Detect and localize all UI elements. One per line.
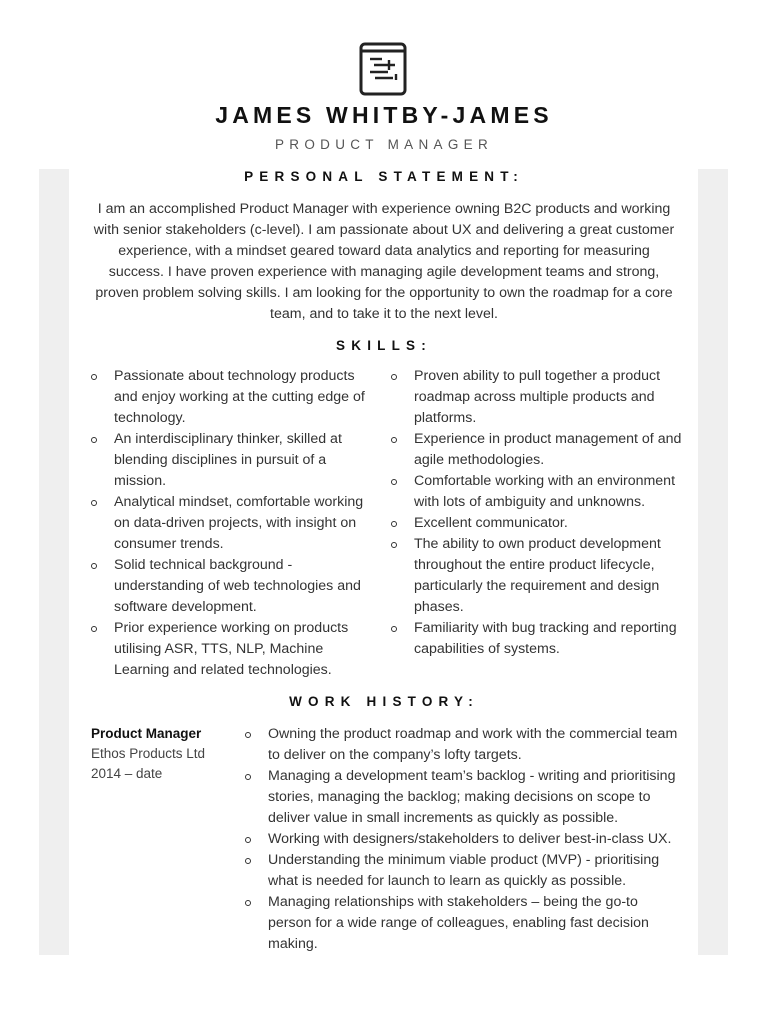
job-dates: 2014 – date	[91, 766, 163, 781]
document-list-icon	[359, 42, 407, 96]
bullet-circle-icon	[91, 374, 97, 380]
skill-item-text: Solid technical background - understanding of web technologies and software development.	[114, 557, 361, 615]
bullet-circle-icon	[245, 837, 251, 843]
bullet-circle-icon	[245, 900, 251, 906]
skill-item	[391, 366, 683, 429]
skill-item-text: The ability to own product development throughout the entire product lifecycle, particularly the requirement and design phases.	[414, 536, 661, 615]
skill-item	[91, 618, 381, 681]
bullet-circle-icon	[391, 479, 397, 485]
skill-item-text: Familiarity with bug tracking and reporting capabilities of systems.	[414, 620, 677, 657]
skill-item-text: Analytical mindset, comfortable working on data-driven projects, with insight on consumer trends.	[114, 494, 364, 552]
job-meta	[91, 724, 241, 784]
duty-item	[245, 892, 685, 955]
skill-item-text: Prior experience working on products utilising ASR, TTS, NLP, Machine Learning and related technologies.	[114, 620, 349, 678]
skill-item	[91, 429, 381, 492]
skill-item-text: Excellent communicator.	[414, 515, 568, 531]
bullet-circle-icon	[391, 437, 397, 443]
bullet-circle-icon	[91, 500, 97, 506]
personal-statement-heading: PERSONAL STATEMENT:	[244, 169, 524, 184]
skill-item-text: Proven ability to pull together a product roadmap across multiple products and platforms.	[414, 368, 661, 426]
skill-item	[91, 555, 381, 618]
candidate-role: PRODUCT MANAGER	[274, 137, 493, 152]
job-duties-list	[245, 724, 685, 955]
right-margin-bar	[698, 169, 728, 955]
duty-item-text: Managing a development team’s backlog - writing and prioritising stories, managing the backlog; making decisions on scope to deliver value in small increments as quickly as possible.	[268, 768, 676, 826]
skill-item	[91, 492, 381, 555]
duty-item	[245, 724, 685, 766]
skill-item	[391, 618, 683, 660]
bullet-circle-icon	[391, 521, 397, 527]
bullet-circle-icon	[391, 542, 397, 548]
skills-list-left	[91, 366, 381, 681]
candidate-name: JAMES WHITBY-JAMES	[215, 102, 553, 128]
duty-item	[245, 850, 685, 892]
skill-item	[91, 366, 381, 429]
bullet-circle-icon	[245, 774, 251, 780]
skill-item	[391, 471, 683, 513]
duty-item-text: Understanding the minimum viable product (MVP) - prioritising what is needed for launch to learn as quickly as possible.	[268, 852, 660, 889]
bullet-circle-icon	[245, 732, 251, 738]
bullet-circle-icon	[391, 374, 397, 380]
bullet-circle-icon	[91, 626, 97, 632]
duty-item	[245, 829, 685, 850]
skill-item-text: An interdisciplinary thinker, skilled at blending disciplines in pursuit of a mission.	[114, 431, 342, 489]
left-margin-bar	[39, 169, 69, 955]
bullet-circle-icon	[91, 437, 97, 443]
bullet-circle-icon	[91, 563, 97, 569]
bullet-circle-icon	[391, 626, 397, 632]
job-company: Ethos Products Ltd	[91, 746, 206, 761]
personal-statement-text: I am an accomplished Product Manager with experience owning B2C products and working with senior stakeholders (c-level). I am passionate about UX and delivering a great customer experience, with a mindset geared toward data analytics and reporting for measuring success. I have proven experience with managing agile development teams and strong, proven problem solving skills. I am looking for the opportunity to own the roadmap for a core team, and to take it to the next level.	[93, 201, 675, 322]
duty-item	[245, 766, 685, 829]
skill-item-text: Passionate about technology products and enjoy working at the cutting edge of technology.	[114, 368, 365, 426]
skill-item-text: Experience in product management of and agile methodologies.	[414, 431, 682, 468]
duty-item-text: Owning the product roadmap and work with the commercial team to deliver on the company’s lofty targets.	[268, 726, 678, 763]
duty-item-text: Working with designers/stakeholders to deliver best-in-class UX.	[268, 831, 672, 847]
work-history-heading: WORK HISTORY:	[289, 694, 479, 709]
bullet-circle-icon	[245, 858, 251, 864]
job-title: Product Manager	[91, 726, 202, 741]
skill-item	[391, 513, 683, 534]
skill-item	[391, 429, 683, 471]
skill-item	[391, 534, 683, 618]
skills-heading: SKILLS:	[336, 338, 432, 353]
skill-item-text: Comfortable working with an environment with lots of ambiguity and unknowns.	[414, 473, 676, 510]
duty-item-text: Managing relationships with stakeholders – being the go-to person for a wide range of colleagues, enabling fast decision making.	[268, 894, 649, 952]
skills-list-right	[391, 366, 683, 660]
